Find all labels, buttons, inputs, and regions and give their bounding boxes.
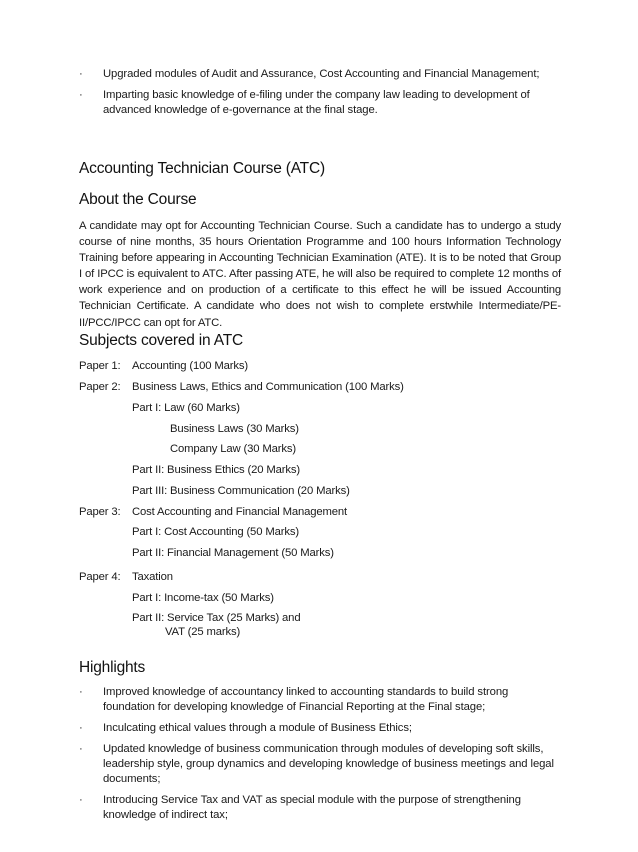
paper-label: Paper 3: <box>79 506 121 518</box>
list-item <box>79 793 559 823</box>
paper-part: Part II: Financial Management (50 Marks) <box>132 547 334 559</box>
highlights-list <box>79 685 559 829</box>
bullet-marker: · <box>79 68 83 80</box>
intro-bullet-list <box>79 67 559 124</box>
paper-part: Part III: Business Communication (20 Marks) <box>132 485 350 497</box>
course-heading: Accounting Technician Course (ATC) <box>79 160 325 177</box>
paper-label: Paper 4: <box>79 571 121 583</box>
paper-label: Paper 1: <box>79 360 121 372</box>
list-item <box>79 88 559 118</box>
paper-title: Taxation <box>132 571 173 583</box>
list-item <box>79 721 559 736</box>
about-heading: About the Course <box>79 191 197 208</box>
paper-part: Part I: Law (60 Marks) <box>132 402 240 414</box>
paper-part: Part I: Income-tax (50 Marks) <box>132 592 274 604</box>
highlights-heading: Highlights <box>79 659 146 676</box>
paper-part: Part I: Cost Accounting (50 Marks) <box>132 526 299 538</box>
about-paragraph: A candidate may opt for Accounting Technician Course. Such a candidate has to undergo a study course of nine months, 35 hours Orientation Programme and 100 hours Information Technology Training before appearing in Accounting Technician Examination (ATE). It is to be noted that Group I of IPCC is equivalent to ATC. After passing ATE, he will also be required to complete 12 months of work experience and on production of a certificate to this effect he will be issued Accounting Technician Certificate. A candidate who does not wish to complete erstwhile Intermediate/PE-II/PCC/IPCC can opt for ATC. <box>79 220 561 329</box>
bullet-marker: · <box>79 722 83 734</box>
bullet-text: Imparting basic knowledge of e-filing under the company law leading to development of advanced knowledge of e-governance at the final stage. <box>103 89 530 116</box>
list-item <box>79 67 559 82</box>
bullet-marker: · <box>79 686 83 698</box>
paper-label: Paper 2: <box>79 381 121 393</box>
bullet-marker: · <box>79 89 83 101</box>
subjects-heading: Subjects covered in ATC <box>79 332 243 349</box>
bullet-text: Updated knowledge of business communication through modules of developing soft skills, leadership style, group dynamics and developing knowledge of business meetings and legal documents; <box>103 743 554 785</box>
paper-part: Part II: Service Tax (25 Marks) and <box>132 612 301 624</box>
paper-title: Accounting (100 Marks) <box>132 360 248 372</box>
paper-subpart: Business Laws (30 Marks) <box>170 423 299 435</box>
paper-title: Business Laws, Ethics and Communication (100 Marks) <box>132 381 404 393</box>
paper-part: VAT (25 marks) <box>165 626 241 638</box>
list-item <box>79 742 559 787</box>
list-item <box>79 685 559 715</box>
bullet-text: Upgraded modules of Audit and Assurance, Cost Accounting and Financial Management; <box>103 68 540 80</box>
bullet-marker: · <box>79 743 83 755</box>
paper-subpart: Company Law (30 Marks) <box>170 443 297 455</box>
bullet-marker: · <box>79 794 83 806</box>
bullet-text: Introducing Service Tax and VAT as special module with the purpose of strengthening knowledge of indirect tax; <box>103 794 521 821</box>
paper-title: Cost Accounting and Financial Management <box>132 506 348 518</box>
bullet-text: Improved knowledge of accountancy linked to accounting standards to build strong foundation for developing knowledge of Financial Reporting at the Final stage; <box>103 686 509 713</box>
bullet-text: Inculcating ethical values through a module of Business Ethics; <box>103 722 412 734</box>
paper-part: Part II: Business Ethics (20 Marks) <box>132 464 301 476</box>
